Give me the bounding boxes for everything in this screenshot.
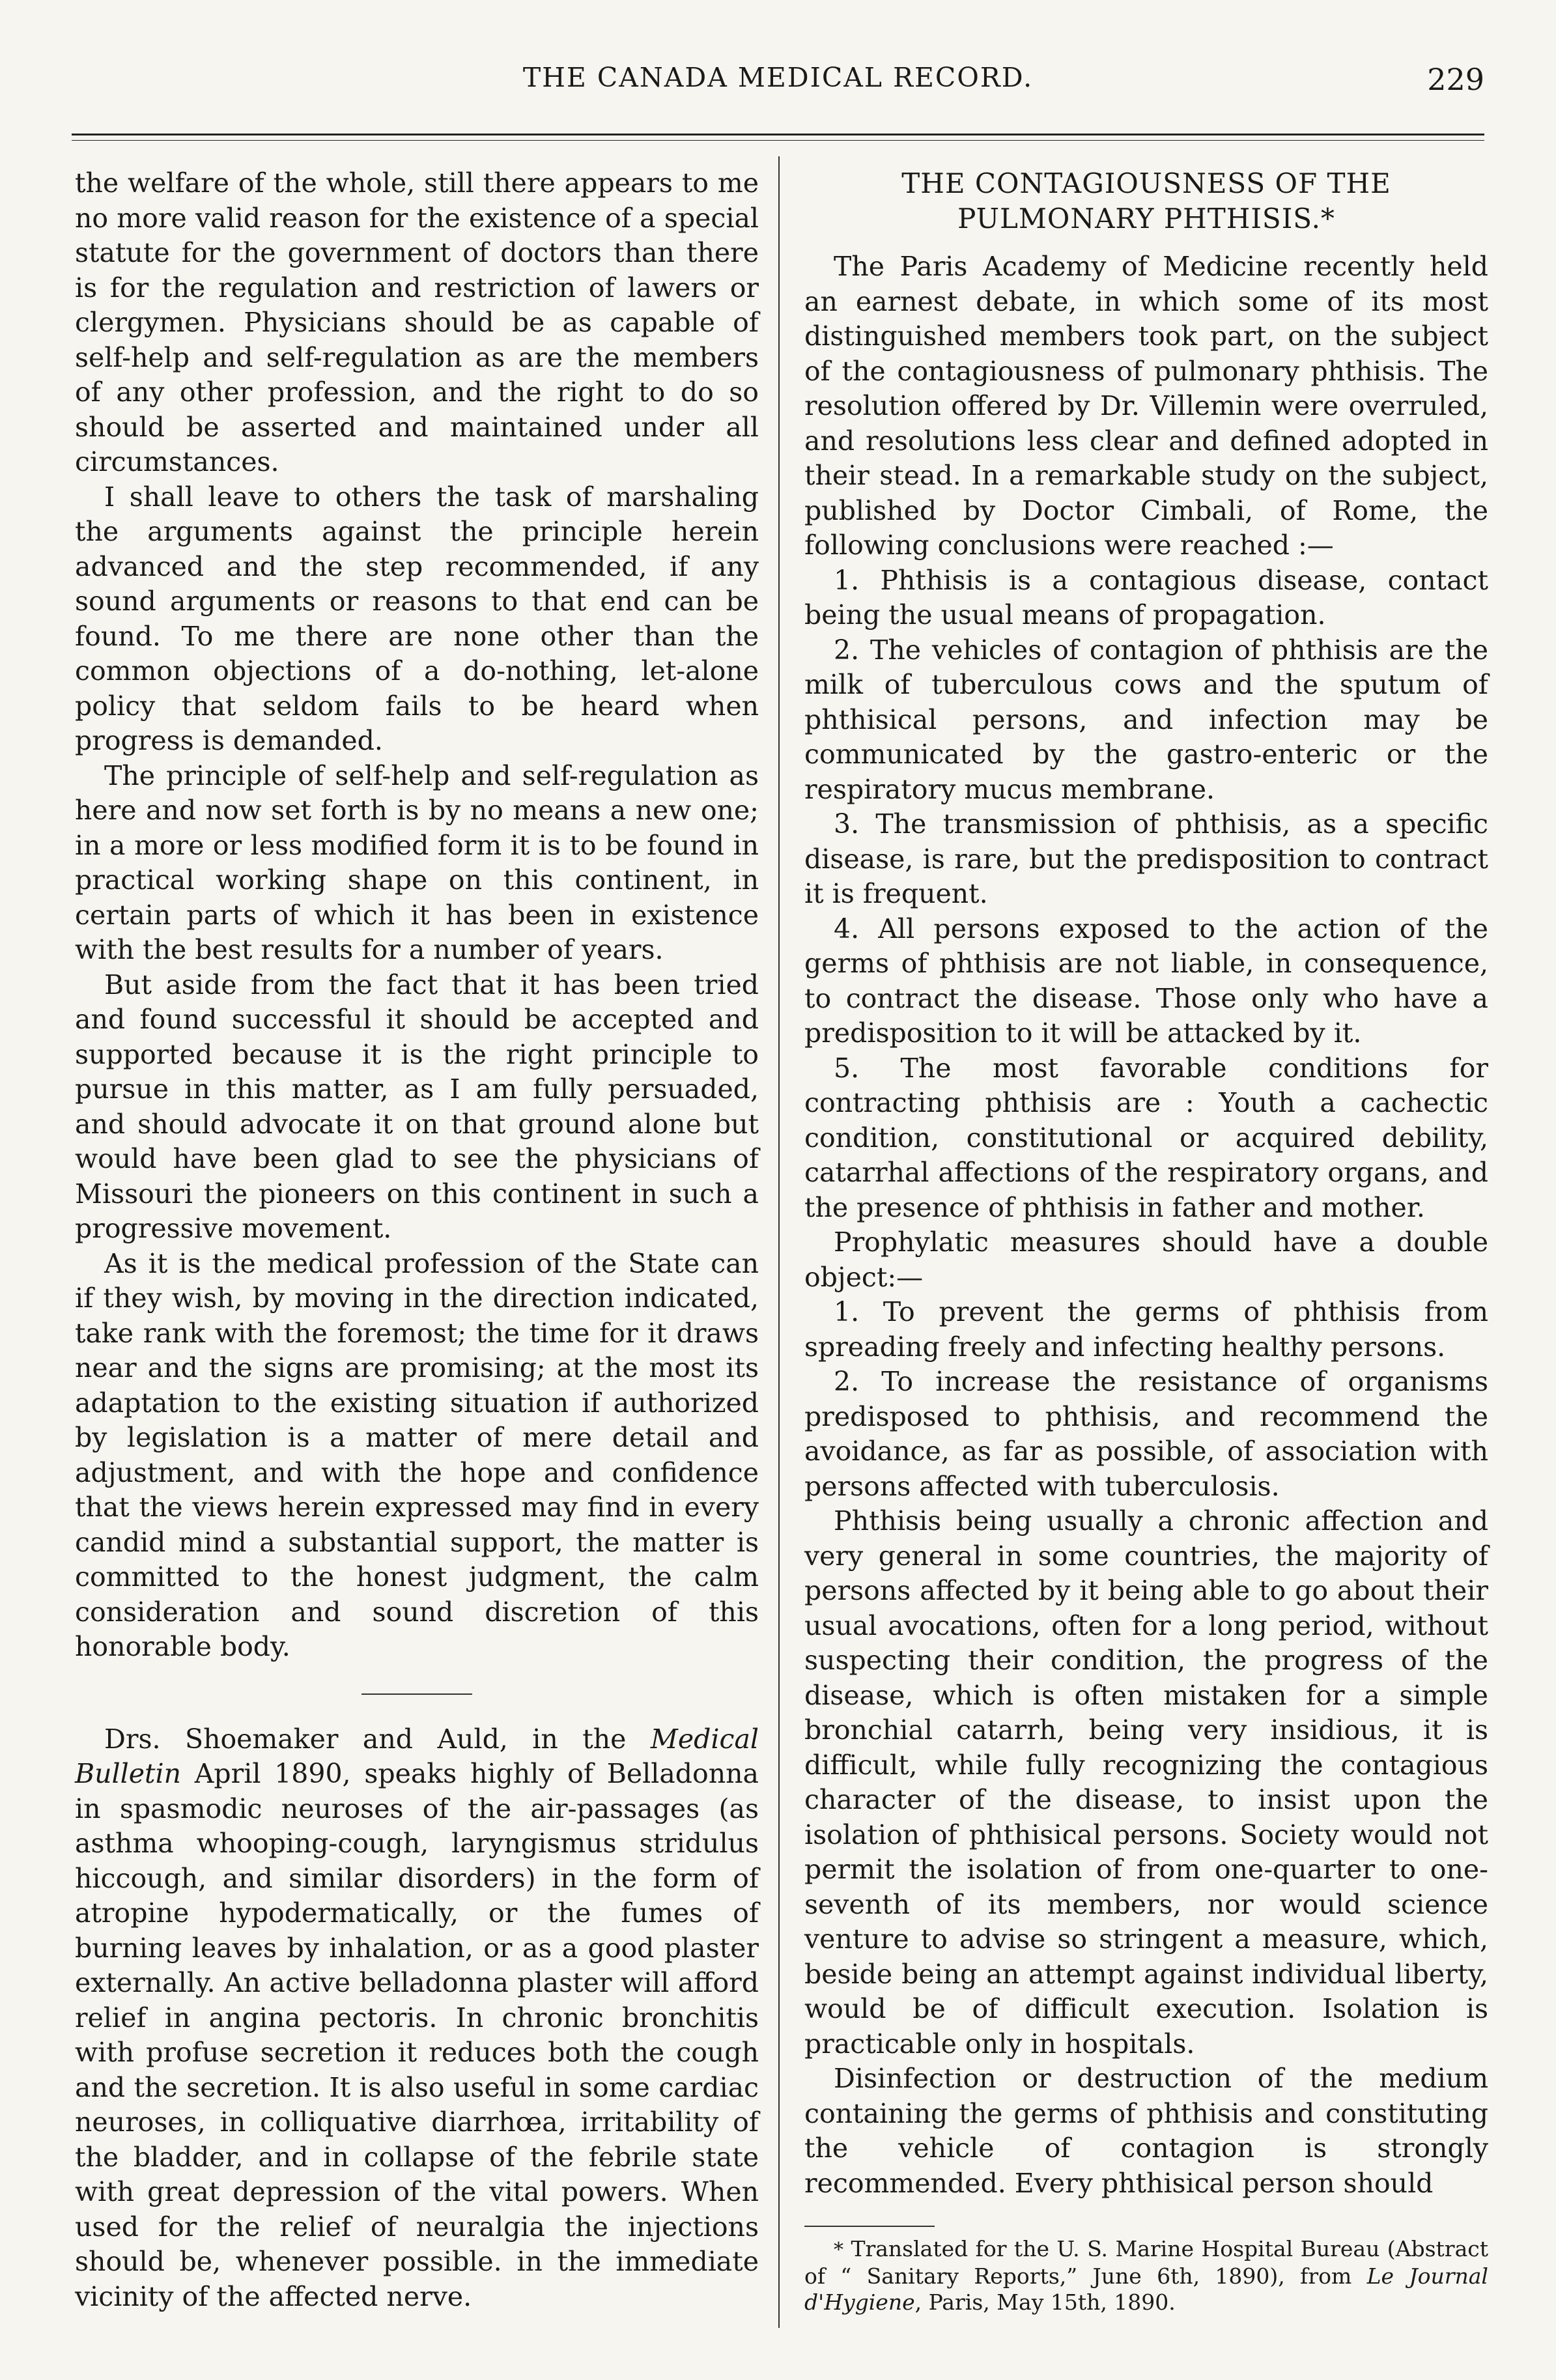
measure-item: 2. To increase the resistance of organisms predisposed to phthisis, and recommend the avoidance, as far as possible, of association with persons affected with tuberculosis. bbox=[804, 1366, 1488, 1502]
running-title: THE CANADA MEDICAL RECORD. bbox=[522, 62, 1034, 93]
left-column bbox=[75, 166, 759, 2314]
belladonna-paragraph bbox=[75, 1722, 759, 2315]
conclusion-item: 1. Phthisis is a contagious disease, contact being the usual means of propagation. bbox=[804, 564, 1488, 630]
paragraph: The Paris Academy of Medicine recently held an earnest debate, in which some of its most distinguished members took part, on the subject of the contagiousness of pulmonary phthisis. The resolution offered by Dr. Villemin were overruled, and resolutions less clear and defined adopted in their stead. In a remarkable study on the subject, published by Doctor Cimbali, of Rome, the following conclusions were reached :— bbox=[804, 251, 1488, 561]
header-rule bbox=[72, 134, 1484, 135]
column-divider bbox=[778, 156, 780, 2328]
conclusion-item: 3. The transmission of phthisis, as a specific disease, is rare, but the predisposition to contract it is frequent. bbox=[804, 808, 1488, 909]
article-title: THE CONTAGIOUSNESS OF THE PULMONARY PHTHISIS.* bbox=[901, 167, 1391, 234]
paragraph: As it is the medical profession of the State can if they wish, by moving in the direction indicated, take rank with the foremost; the time for it draws near and the signs are promising; at the most its adaptation to the existing situation if authorized by legislation is a matter of mere detail and adjustment, and with the hope and confidence that the views herein expressed may find in every candid mind a substantial support, the matter is committed to the honest judgment, the calm consideration and sound discretion of this honorable body. bbox=[75, 1247, 759, 1662]
footnote-rule bbox=[804, 2226, 935, 2227]
paragraph: Disinfection or destruction of the medium containing the germs of phthisis and constituting the vehicle of contagion is strongly recommended. Every phthisical person should bbox=[804, 2063, 1488, 2199]
conclusion-item: 5. The most favorable conditions for contracting phthisis are : Youth a cachectic condition, constitutional or acquired debility, catarrhal affections of the respiratory organs, and the presence of phthisis in father and mother. bbox=[804, 1052, 1488, 1223]
paragraph: Phthisis being usually a chronic affection and very general in some countries, the majority of persons affected by it being able to go about their usual avocations, often for a long period, without suspecting their condition, the progress of the disease, which is often mistaken for a simple bronchial catarrh, being very insidious, it is difficult, while fully recognizing the contagious character of the disease, to insist upon the isolation of phthisical persons. Society would not permit the isolation of from one-quarter to one-seventh of its members, nor would science venture to advise so stringent a measure, which, beside being an attempt against individual liberty, would be of difficult execution. Isolation is practicable only in hospitals. bbox=[804, 1505, 1488, 2060]
footnote-text: , Paris, May 15th, 1890. bbox=[914, 2289, 1176, 2315]
right-column bbox=[804, 166, 1488, 2316]
section-separator bbox=[361, 1693, 472, 1695]
paragraph: I shall leave to others the task of marshaling the arguments against the principle herein advanced and the step recommended, if any sound arguments or reasons to that end can be found. To me there are none other than the common objections of a do-nothing, let-alone policy that seldom fails to be heard when progress is demanded. bbox=[75, 481, 759, 756]
paragraph: Prophylatic measures should have a double object:— bbox=[804, 1226, 1488, 1293]
header-rule-thin bbox=[72, 140, 1484, 141]
journal-title: Medical Bulletin bbox=[75, 1723, 759, 1789]
footnote-journal: Le Journal d'Hygiene bbox=[804, 2263, 1488, 2315]
footnote-mark: * bbox=[834, 2239, 843, 2261]
conclusion-item: 2. The vehicles of contagion of phthisis are the milk of tuberculous cows and the sputum of phthisical persons, and infection may be communicated by the gastro-enteric or the respiratory mucus membrane. bbox=[804, 634, 1488, 805]
running-head bbox=[72, 62, 1484, 107]
footnote bbox=[804, 2236, 1488, 2316]
paragraph-text: Drs. Shoemaker and Auld, in the bbox=[104, 1723, 651, 1755]
conclusion-item: 4. All persons exposed to the action of the germs of phthisis are not liable, in consequence, to contract the disease. Those only who have a predisposition to it will be attacked by it. bbox=[804, 913, 1488, 1049]
paragraph: the welfare of the whole, still there appears to me no more valid reason for the existence of a special statute for the government of doctors than there is for the regulation and restriction of lawers or clergymen. Physicians should be as capable of self-help and self-regulation as are the members of any other profession, and the right to do so should be asserted and maintained under all circumstances. bbox=[75, 167, 759, 477]
measure-item: 1. To prevent the germs of phthisis from spreading freely and infecting healthy persons. bbox=[804, 1296, 1488, 1363]
paragraph: But aside from the fact that it has been tried and found successful it should be accepted and supported because it is the right principle to pursue in this matter, as I am fully persuaded, and should advocate it on that ground alone but would have been glad to see the physicians of Missouri the pioneers on this continent in such a progressive movement. bbox=[75, 969, 759, 1244]
paragraph: The principle of self-help and self-regulation as here and now set forth is by no means a new one; in a more or less modified form it is to be found in practical working shape on this continent, in certain parts of which it has been in existence with the best results for a number of years. bbox=[75, 759, 759, 965]
footnote-text: Translated for the U. S. Marine Hospital Bureau (Abstract of “ Sanitary Reports,” June 6th, 1890), from bbox=[804, 2236, 1488, 2289]
paragraph-text: April 1890, speaks highly of Belladonna in spasmodic neuroses of the air-passages (as asthma whooping-cough, laryngismus stridulus hiccough, and similar disorders) in the form of atropine hypodermatically, or the fumes of burning leaves by inhalation, or as a good plaster externally. An active belladonna plaster will afford relief in angina pectoris. In chronic bronchitis with profuse secretion it reduces both the cough and the secretion. It is also useful in some cardiac neuroses, in colliquative diarrhœa, irritability of the bladder, and in collapse of the febrile state with great depression of the vital powers. When used for the relief of neuralgia the injections should be, whenever possible. in the immediate vicinity of the affected nerve. bbox=[75, 1758, 759, 2312]
page-number: 229 bbox=[1427, 62, 1484, 97]
